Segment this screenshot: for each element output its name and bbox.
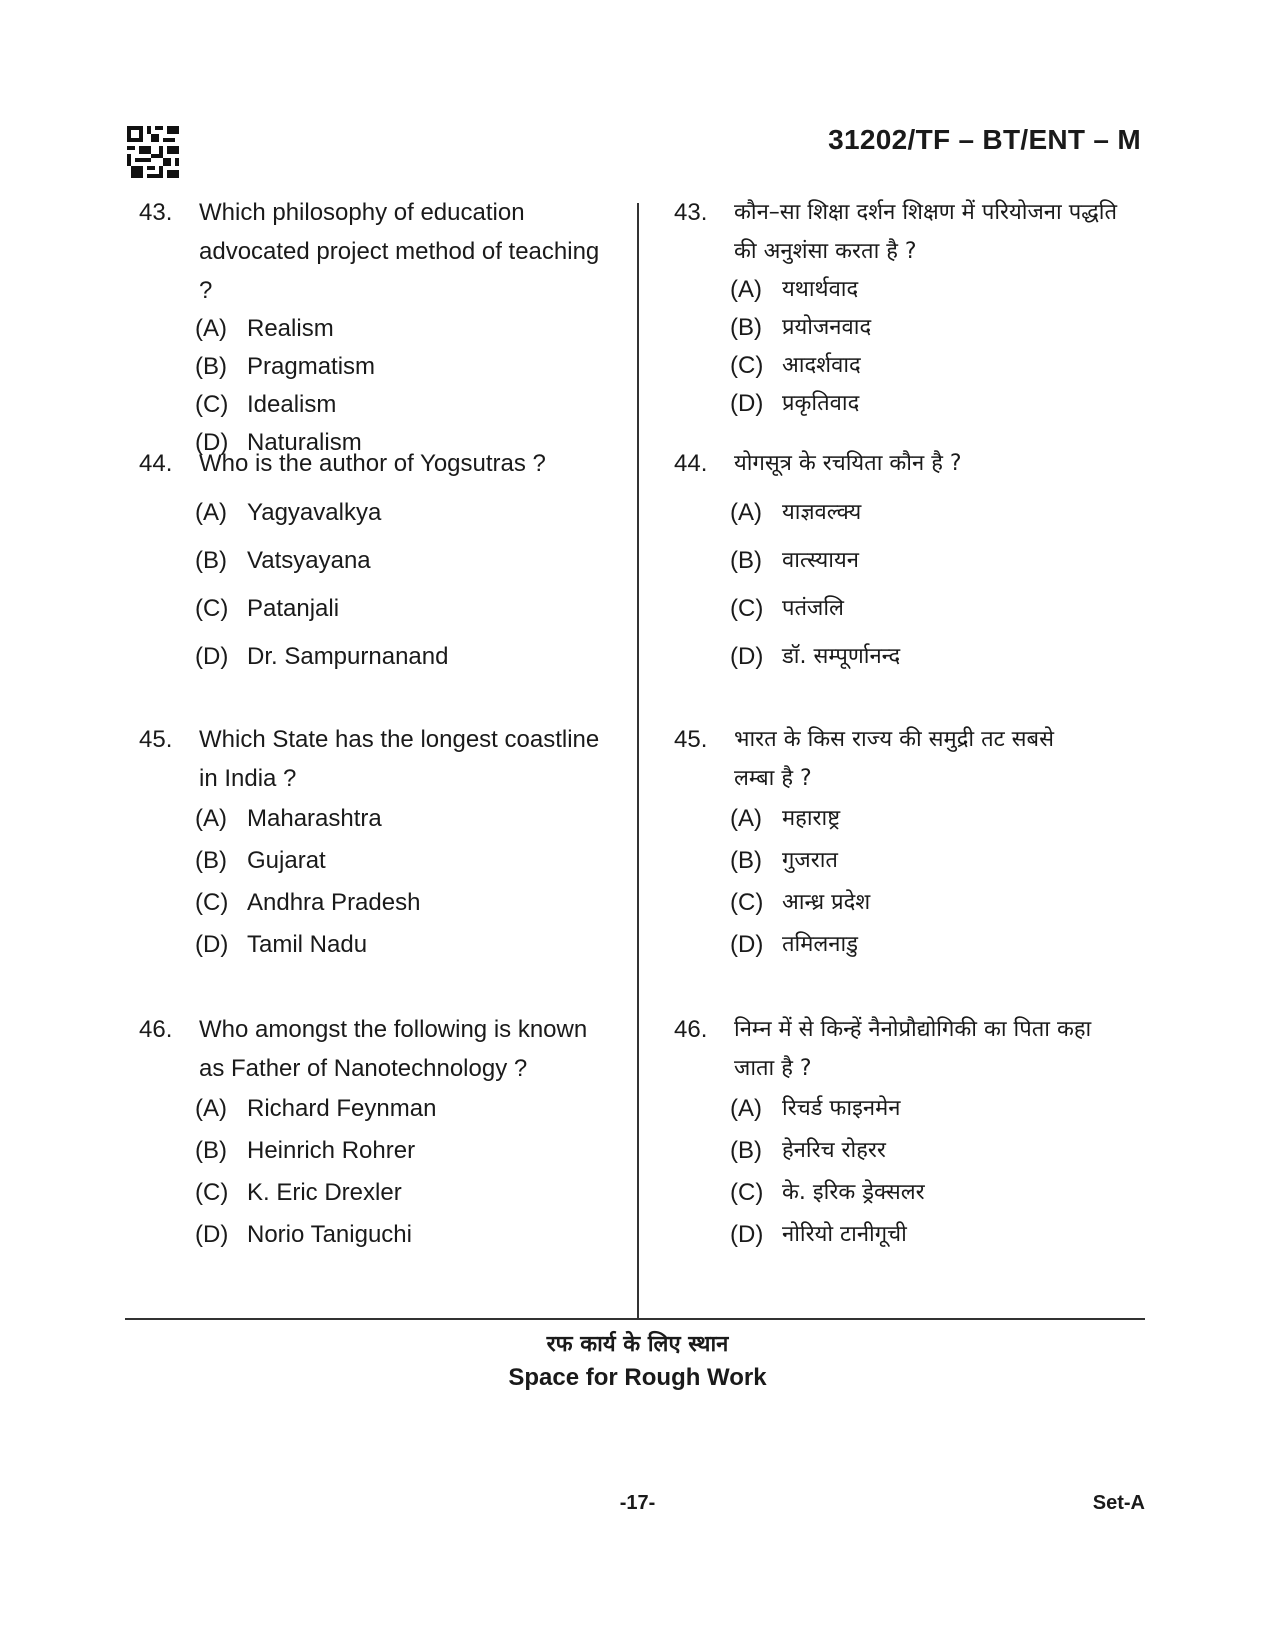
option-text: Norio Taniguchi bbox=[247, 1221, 412, 1248]
option-letter: (A) bbox=[195, 499, 227, 526]
options-list bbox=[730, 489, 1154, 681]
option-a bbox=[195, 489, 619, 537]
question-text bbox=[734, 720, 1154, 798]
rough-work-divider bbox=[125, 1318, 1145, 1320]
option-text: Naturalism bbox=[247, 429, 362, 456]
option-a bbox=[730, 798, 1154, 840]
option-letter: (D) bbox=[195, 429, 229, 456]
option-text: डॉ. सम्पूर्णानन्द bbox=[782, 644, 901, 669]
option-letter: (A) bbox=[195, 1095, 227, 1122]
option-text: K. Eric Drexler bbox=[247, 1179, 402, 1206]
option-c bbox=[195, 585, 619, 633]
option-text: महाराष्ट्र bbox=[782, 806, 841, 831]
option-letter: (B) bbox=[195, 547, 227, 574]
paper-code: 31202/TF – BT/ENT – M bbox=[828, 124, 1141, 155]
option-letter: (B) bbox=[195, 847, 227, 874]
question-text bbox=[199, 720, 619, 798]
option-d bbox=[730, 385, 1154, 423]
option-text: Heinrich Rohrer bbox=[247, 1137, 416, 1164]
question-line: Which State has the longest coastline bbox=[199, 726, 600, 753]
question-text bbox=[734, 193, 1154, 271]
option-text: Idealism bbox=[247, 391, 337, 418]
question-45-hi bbox=[674, 720, 1154, 966]
option-text: आदर्शवाद bbox=[782, 353, 861, 378]
option-text: वात्स्यायन bbox=[782, 548, 859, 573]
option-b bbox=[730, 537, 1154, 585]
question-text bbox=[199, 193, 619, 310]
page-number: -17- bbox=[619, 1492, 656, 1514]
option-c bbox=[730, 347, 1154, 385]
option-letter: (B) bbox=[730, 1137, 762, 1164]
option-text: नोरियो टानीगूची bbox=[782, 1222, 907, 1247]
question-46-hi bbox=[674, 1010, 1154, 1256]
option-c bbox=[730, 882, 1154, 924]
option-letter: (A) bbox=[730, 499, 762, 526]
options-list bbox=[730, 798, 1154, 966]
options-list bbox=[195, 798, 619, 966]
option-text: Realism bbox=[247, 315, 334, 342]
option-letter: (C) bbox=[730, 595, 764, 622]
option-text: पतंजलि bbox=[782, 596, 844, 621]
options-list bbox=[195, 1088, 619, 1256]
option-c bbox=[730, 585, 1154, 633]
options-list bbox=[730, 1088, 1154, 1256]
question-line: की अनुशंसा करता है ? bbox=[734, 239, 917, 264]
question-text bbox=[734, 1010, 1154, 1088]
question-number: 45. bbox=[139, 726, 173, 753]
question-44-en bbox=[139, 444, 619, 681]
option-text: तमिलनाडु bbox=[782, 932, 858, 957]
question-line: भारत के किस राज्य की समुद्री तट सबसे bbox=[734, 727, 1054, 752]
option-d bbox=[730, 1214, 1154, 1256]
question-line: Which philosophy of education bbox=[199, 199, 525, 226]
option-text: Andhra Pradesh bbox=[247, 889, 421, 916]
question-line: in India ? bbox=[199, 765, 297, 792]
option-text: Maharashtra bbox=[247, 805, 382, 832]
rough-work-label-hindi: रफ कार्य के लिए स्थान bbox=[546, 1332, 729, 1357]
question-46-en bbox=[139, 1010, 619, 1256]
option-text: Yagyavalkya bbox=[247, 499, 382, 526]
question-line: जाता है ? bbox=[734, 1056, 812, 1081]
option-text: याज्ञवल्क्य bbox=[782, 500, 862, 525]
option-text: रिचर्ड फाइनमेन bbox=[782, 1096, 901, 1121]
option-letter: (C) bbox=[195, 391, 229, 418]
option-letter: (C) bbox=[195, 595, 229, 622]
option-c bbox=[730, 1172, 1154, 1214]
option-letter: (A) bbox=[195, 315, 227, 342]
set-label: Set-A bbox=[1092, 1492, 1145, 1514]
option-text: के. इरिक ड्रेक्सलर bbox=[782, 1180, 925, 1205]
option-a bbox=[195, 310, 619, 348]
option-text: Patanjali bbox=[247, 595, 340, 622]
question-text bbox=[199, 444, 619, 483]
question-number: 43. bbox=[139, 199, 173, 226]
option-letter: (D) bbox=[730, 390, 764, 417]
question-number: 43. bbox=[674, 199, 708, 226]
option-b bbox=[195, 348, 619, 386]
option-letter: (C) bbox=[195, 889, 229, 916]
option-letter: (B) bbox=[730, 547, 762, 574]
option-d bbox=[195, 633, 619, 681]
question-line: Who amongst the following is known bbox=[199, 1016, 588, 1043]
option-text: Vatsyayana bbox=[247, 547, 371, 574]
question-number: 45. bbox=[674, 726, 708, 753]
option-letter: (A) bbox=[195, 805, 227, 832]
question-text bbox=[199, 1010, 619, 1088]
question-43-hi bbox=[674, 193, 1154, 423]
option-text: गुजरात bbox=[782, 848, 838, 873]
question-45-en bbox=[139, 720, 619, 966]
option-c bbox=[195, 386, 619, 424]
question-line: Who is the author of Yogsutras ? bbox=[199, 450, 546, 477]
option-b bbox=[195, 1130, 619, 1172]
question-text bbox=[734, 444, 1154, 483]
question-number: 46. bbox=[674, 1016, 708, 1043]
question-line: योगसूत्र के रचयिता कौन है ? bbox=[734, 451, 962, 476]
option-d bbox=[730, 924, 1154, 966]
option-text: Pragmatism bbox=[247, 353, 376, 380]
option-letter: (C) bbox=[730, 352, 764, 379]
option-text: हेनरिच रोहरर bbox=[782, 1138, 886, 1163]
option-letter: (D) bbox=[730, 1221, 764, 1248]
qr-code-icon bbox=[127, 126, 179, 178]
option-a bbox=[730, 489, 1154, 537]
option-letter: (D) bbox=[195, 643, 229, 670]
option-c bbox=[195, 1172, 619, 1214]
question-number: 44. bbox=[674, 450, 708, 477]
option-letter: (B) bbox=[730, 314, 762, 341]
option-d bbox=[730, 633, 1154, 681]
option-d bbox=[195, 924, 619, 966]
question-line: advocated project method of teaching ? bbox=[199, 238, 600, 304]
column-divider bbox=[637, 203, 639, 1318]
option-letter: (C) bbox=[195, 1179, 229, 1206]
rough-work-label-english: Space for Rough Work bbox=[508, 1364, 767, 1391]
question-line: लम्बा है ? bbox=[734, 766, 812, 791]
option-text: प्रयोजनवाद bbox=[782, 315, 872, 340]
option-text: Tamil Nadu bbox=[247, 931, 368, 958]
option-letter: (B) bbox=[730, 847, 762, 874]
question-44-hi bbox=[674, 444, 1154, 681]
option-letter: (C) bbox=[730, 889, 764, 916]
option-text: यथार्थवाद bbox=[782, 277, 859, 302]
option-a bbox=[195, 1088, 619, 1130]
option-a bbox=[730, 1088, 1154, 1130]
options-list bbox=[730, 271, 1154, 423]
option-a bbox=[730, 271, 1154, 309]
option-b bbox=[195, 840, 619, 882]
option-text: प्रकृतिवाद bbox=[782, 391, 860, 416]
option-text: आन्ध्र प्रदेश bbox=[782, 890, 871, 915]
option-letter: (D) bbox=[730, 931, 764, 958]
option-text: Dr. Sampurnanand bbox=[247, 643, 449, 670]
option-c bbox=[195, 882, 619, 924]
option-letter: (B) bbox=[195, 353, 227, 380]
option-letter: (D) bbox=[195, 1221, 229, 1248]
question-number: 46. bbox=[139, 1016, 173, 1043]
option-letter: (D) bbox=[730, 643, 764, 670]
options-list bbox=[195, 489, 619, 681]
question-line: as Father of Nanotechnology ? bbox=[199, 1055, 528, 1082]
option-a bbox=[195, 798, 619, 840]
option-letter: (C) bbox=[730, 1179, 764, 1206]
option-text: Gujarat bbox=[247, 847, 326, 874]
option-d bbox=[195, 1214, 619, 1256]
option-b bbox=[195, 537, 619, 585]
option-b bbox=[730, 309, 1154, 347]
question-43-en bbox=[139, 193, 619, 462]
option-letter: (A) bbox=[730, 805, 762, 832]
options-list bbox=[195, 310, 619, 462]
option-b bbox=[730, 1130, 1154, 1172]
question-line: कौन–सा शिक्षा दर्शन शिक्षण में परियोजना पद्धति bbox=[734, 200, 1118, 225]
option-letter: (A) bbox=[730, 1095, 762, 1122]
question-line: निम्न में से किन्हें नैनोप्रौद्योगिकी का पिता कहा bbox=[734, 1017, 1092, 1042]
option-letter: (B) bbox=[195, 1137, 227, 1164]
option-text: Richard Feynman bbox=[247, 1095, 437, 1122]
option-b bbox=[730, 840, 1154, 882]
option-letter: (D) bbox=[195, 931, 229, 958]
question-number: 44. bbox=[139, 450, 173, 477]
option-letter: (A) bbox=[730, 276, 762, 303]
